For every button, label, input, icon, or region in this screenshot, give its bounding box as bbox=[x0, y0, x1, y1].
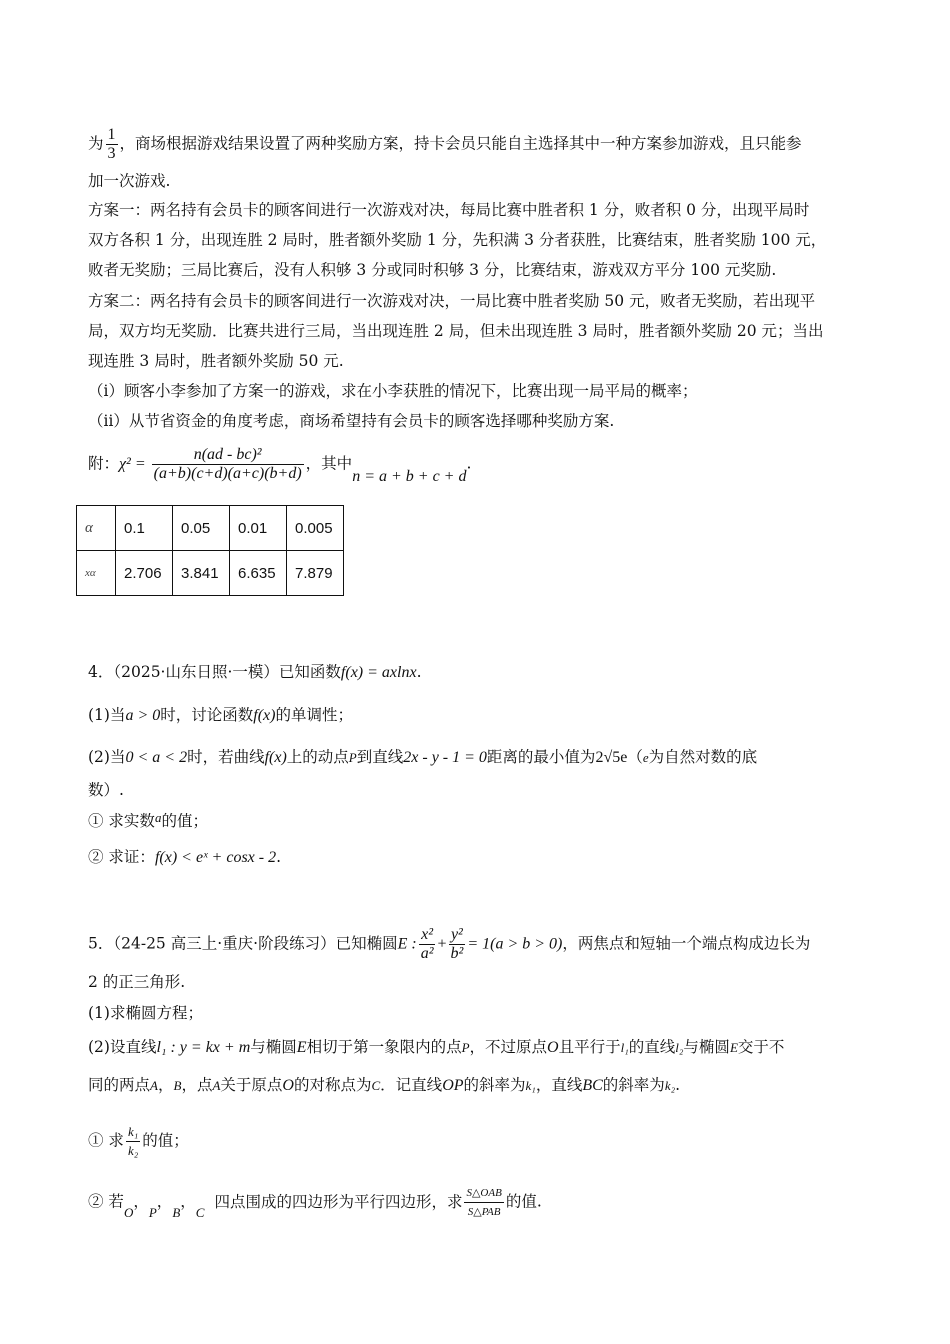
fraction-one-third: $\frac{1}{3}$ bbox=[107, 126, 116, 162]
fraction-area-ratio: $\frac{\text{S△OAB}}{\text{S△PAB}}$ bbox=[464, 1184, 503, 1221]
table-row bbox=[77, 551, 344, 596]
table-row bbox=[77, 506, 344, 551]
question-ii: （ⅱ）从节省资金的角度考虑，商场希望持有会员卡的顾客选择哪种奖励方案. bbox=[88, 412, 615, 430]
text-segment: ，商场根据游戏结果设置了两种奖励方案，持卡会员只能自主选择其中一种方案参加游戏，且只能参 bbox=[119, 134, 802, 153]
table-cell: 2.706 bbox=[116, 551, 173, 596]
plan2-line3: 现连胜 3 局时，胜者额外奖励 50 元. bbox=[88, 352, 344, 370]
plan1-line1: 方案一：两名持有会员卡的顾客间进行一次游戏对决，每局比赛中胜者积 1 分，败者积 0 分，出现平局时 bbox=[88, 201, 810, 219]
fraction-x2-a2: $\frac{\text{x²}}{\text{a²}}$ bbox=[420, 926, 434, 962]
plan2-line1: 方案二：两名持有会员卡的顾客间进行一次游戏对决，一局比赛中胜者奖励 50 元，败者无奖励，若出现平 bbox=[88, 292, 816, 310]
problem5-stem: 5．（24-25 高三上·重庆·阶段练习）已知椭圆E : $\frac{\text{x²}}{\text{a²}}$ + $\frac{\text{y²}}{\text{b²}}$ = 1(a > b > 0)，两焦点和短轴一个端点构成边长为 bbox=[88, 926, 811, 962]
chi-square-fraction: $\frac{\text{n(ad - bc)²}}{(a+b)(c+d)(a+c)(b+d)}$ bbox=[153, 446, 302, 482]
chi-square-symbol: χ² = bbox=[119, 455, 146, 473]
n-definition: n = a + b + c + d bbox=[352, 467, 467, 485]
function-expr: f(x) = axlnx bbox=[340, 664, 417, 681]
table-cell: 0.005 bbox=[287, 506, 344, 551]
table-cell: 7.879 bbox=[287, 551, 344, 596]
problem4-part2b: ② 求证：f(x) < eˣ + cosx - 2. bbox=[88, 848, 282, 866]
table-header-x-alpha: xα bbox=[77, 551, 116, 596]
table-cell: 3.841 bbox=[173, 551, 230, 596]
problem5-part1: (1)求椭圆方程； bbox=[88, 1004, 203, 1022]
table-cell: 0.1 bbox=[116, 506, 173, 551]
chi-square-formula: 附：χ² = $\frac{\text{n(ad - bc)²}}{(a+b)(c+d)(a+c)(b+d)}$ ，其中n = a + b + c + d. bbox=[88, 446, 472, 485]
fraction-k1-k2: $\frac{\text{k₁}}{\text{k₂}}$ bbox=[127, 1124, 139, 1158]
problem5-stem-cont: 2 的正三角形. bbox=[88, 973, 186, 991]
table-header-alpha: α bbox=[77, 506, 116, 551]
question-i: （ⅰ）顾客小李参加了方案一的游戏，求在小李获胜的情况下，比赛出现一局平局的概率； bbox=[88, 382, 698, 400]
problem4-stem: 4．（2025·山东日照·一模）已知函数f(x) = axlnx. bbox=[88, 663, 422, 681]
table-cell: 6.635 bbox=[230, 551, 287, 596]
problem5-part2: (2)设直线l₁ : y = kx + m与椭圆E相切于第一象限内的点P，不过原点O且平行于l₁的直线l₂与椭圆E交于不 bbox=[88, 1038, 785, 1056]
fraction-y2-b2: $\frac{\text{y²}}{\text{b²}}$ bbox=[450, 926, 464, 962]
problem5-part2-cont: 同的两点A，B，点A关于原点O的对称点为C．记直线OP的斜率为k₁，直线BC的斜率为k₂. bbox=[88, 1076, 681, 1094]
problem4-part2-cont: 数）. bbox=[88, 781, 124, 799]
problem5-part2b: ② 若$_O$，$_P$，$_B$，$_C$四点围成的四边形为平行四边形，求 $\frac{\text{S△OAB}}{\text{S△PAB}}$ 的值. bbox=[88, 1184, 542, 1221]
critical-value-table bbox=[76, 505, 344, 596]
text-segment: 为 bbox=[88, 134, 104, 153]
table-cell: 0.01 bbox=[230, 506, 287, 551]
paragraph-intro-line2: 加一次游戏. bbox=[88, 172, 171, 190]
problem5-part2a: ① 求 $\frac{\text{k₁}}{\text{k₂}}$ 的值； bbox=[88, 1124, 189, 1158]
plan2-line2: 局，双方均无奖励．比赛共进行三局，当出现连胜 2 局，但未出现连胜 3 局时，胜者额外奖励 20 元；当出 bbox=[88, 322, 824, 340]
plan1-line3: 败者无奖励；三局比赛后，没有人积够 3 分或同时积够 3 分，比赛结束，游戏双方平分 100 元奖励. bbox=[88, 261, 777, 279]
problem4-part2: (2)当0 < a < 2时，若曲线f(x)上的动点P到直线2x - y - 1 = 0距离的最小值为2√5e（e为自然对数的底 bbox=[88, 748, 758, 766]
table-cell: 0.05 bbox=[173, 506, 230, 551]
problem4-part2a: ① 求实数$^a$的值； bbox=[88, 810, 208, 830]
plan1-line2: 双方各积 1 分，出现连胜 2 局时，胜者额外奖励 1 分，先积满 3 分者获胜，比赛结束，胜者奖励 100 元， bbox=[88, 231, 827, 249]
problem4-part1: (1)当a > 0时，讨论函数f(x)的单调性； bbox=[88, 706, 353, 724]
paragraph-intro-line1 bbox=[88, 126, 802, 163]
